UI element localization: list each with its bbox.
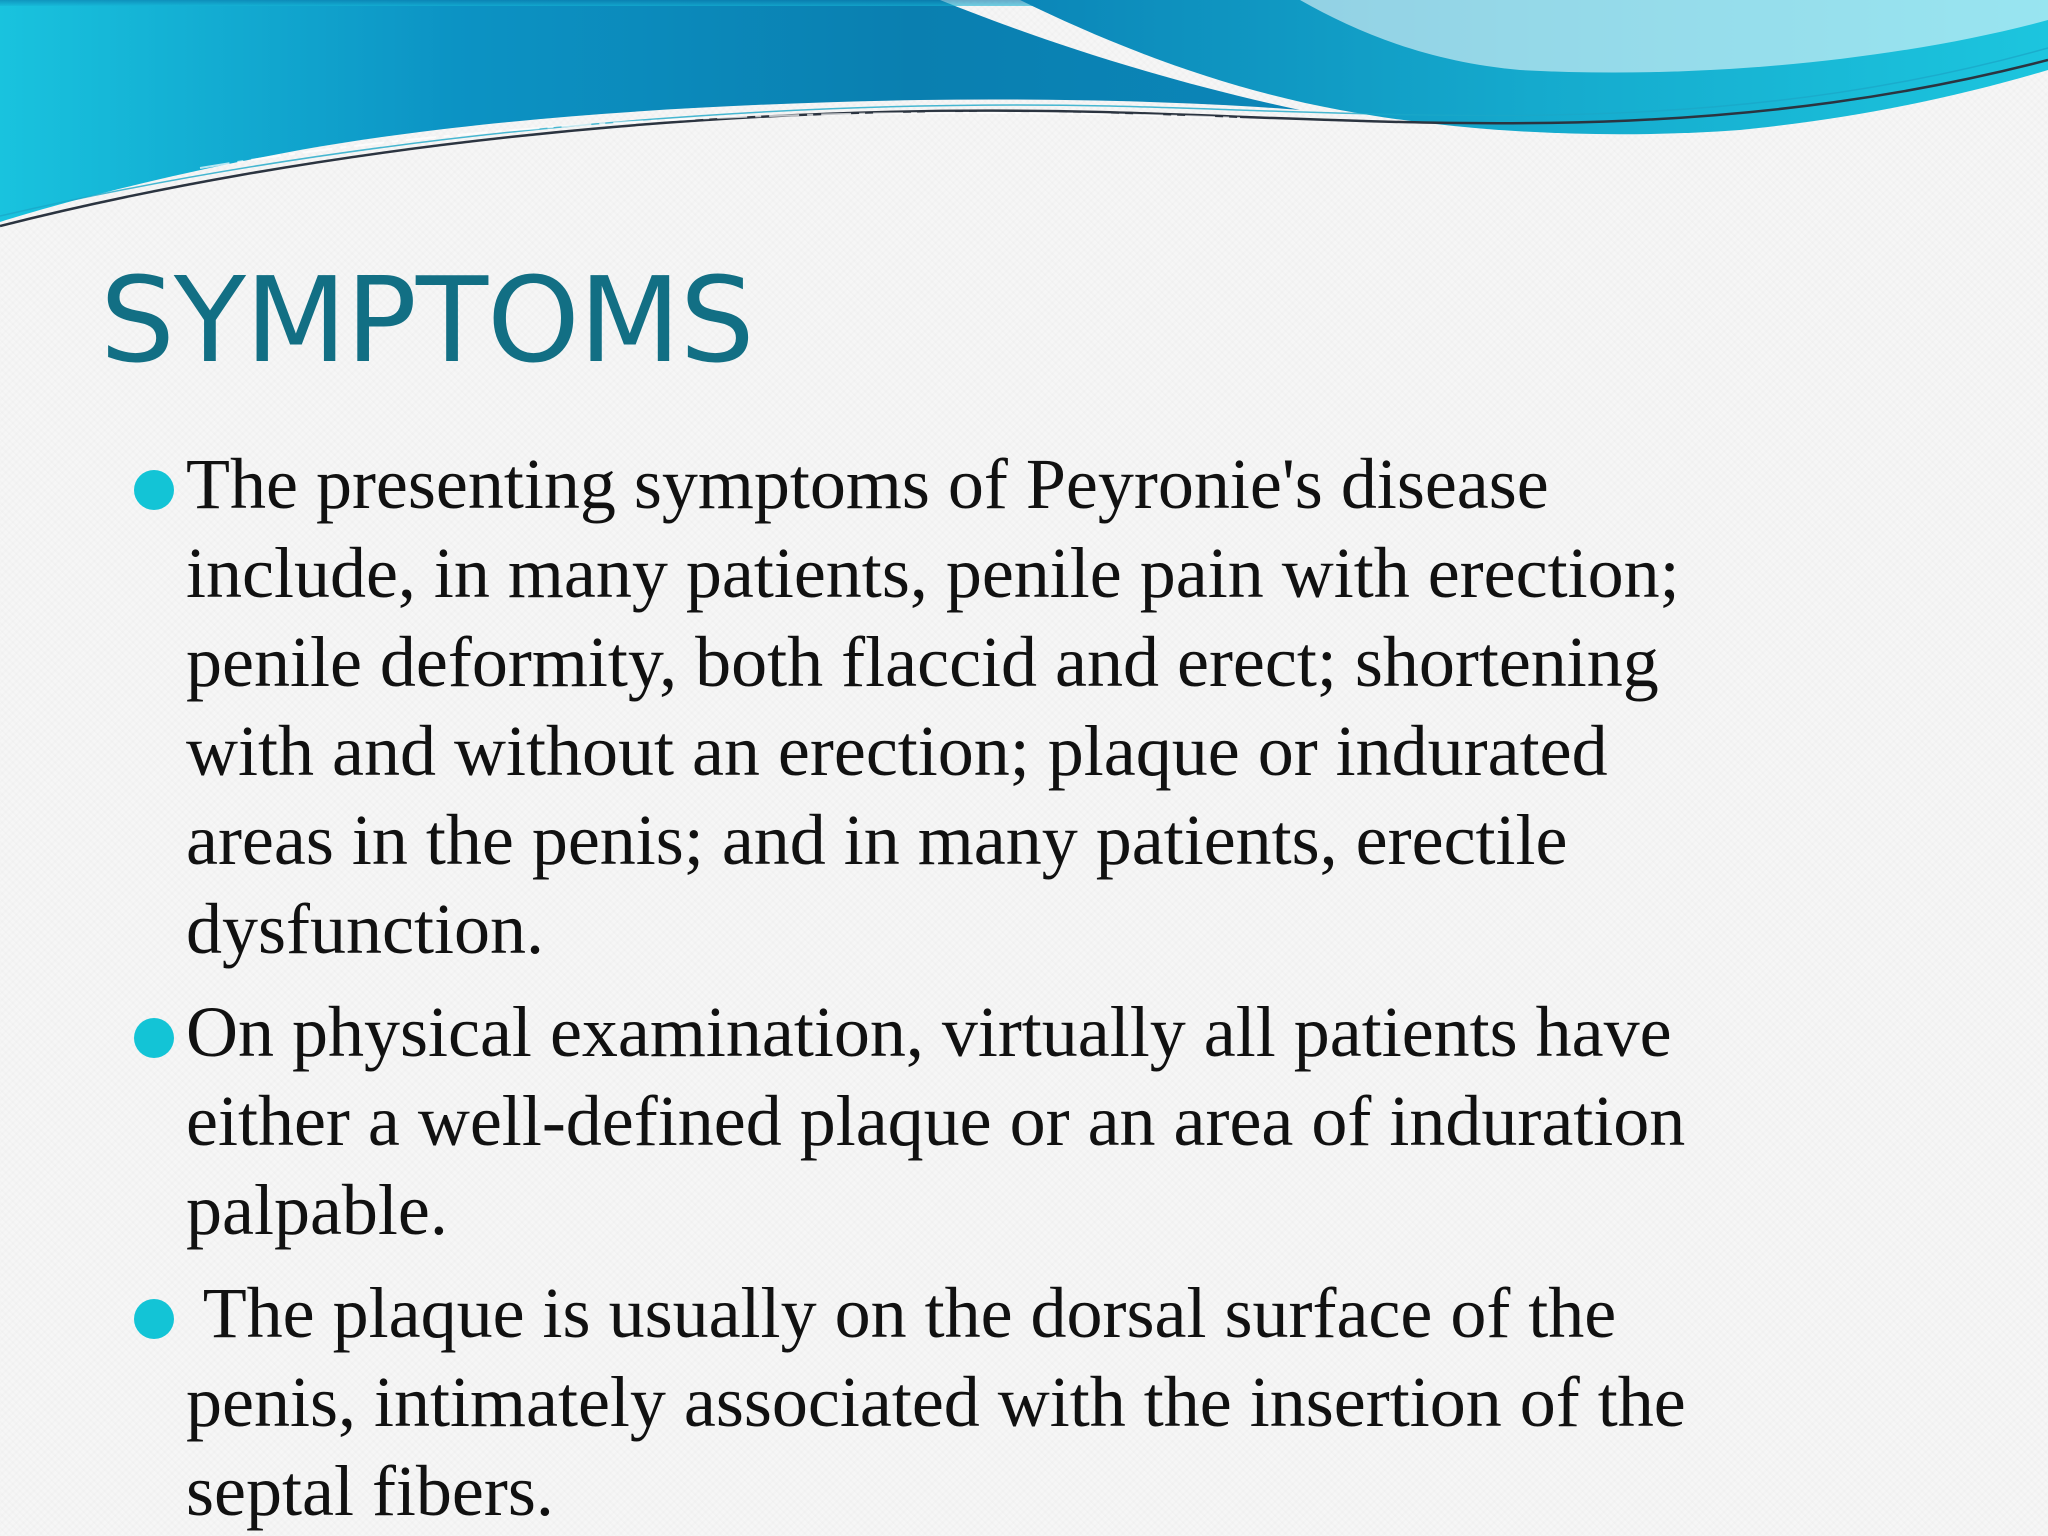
bullet-line: penis, intimately associated with the insertion of the (186, 1362, 1686, 1442)
bullet-line: with and without an erection; plaque or indurated (186, 711, 1608, 791)
slide-title: SYMPTOMS (100, 251, 754, 389)
bullet-line: palpable. (186, 1170, 448, 1250)
bullet-dot-icon (134, 470, 174, 510)
bullet-item (130, 988, 2010, 1255)
bullet-dot-icon (134, 1018, 174, 1058)
bullet-line: areas in the penis; and in many patients, erectile (186, 800, 1568, 880)
bullet-item (130, 1269, 2010, 1536)
bullet-line: include, in many patients, penile pain with erection; (186, 533, 1680, 613)
bullet-line: dysfunction. (186, 889, 544, 969)
bullet-line: penile deformity, both flaccid and erect; shortening (186, 622, 1659, 702)
bullet-line: either a well-defined plaque or an area of induration (186, 1081, 1686, 1161)
bullet-line: The presenting symptoms of Peyronie's disease (186, 444, 1549, 524)
bullet-list (130, 440, 2010, 1536)
bullet-dot-icon (134, 1299, 174, 1339)
bullet-line: On physical examination, virtually all patients have (186, 992, 1672, 1072)
bullet-line: septal fibers. (186, 1451, 554, 1531)
bullet-item (130, 440, 2010, 974)
header-wave-decoration (0, 0, 2048, 240)
bullet-line: The plaque is usually on the dorsal surface of the (186, 1273, 1617, 1353)
